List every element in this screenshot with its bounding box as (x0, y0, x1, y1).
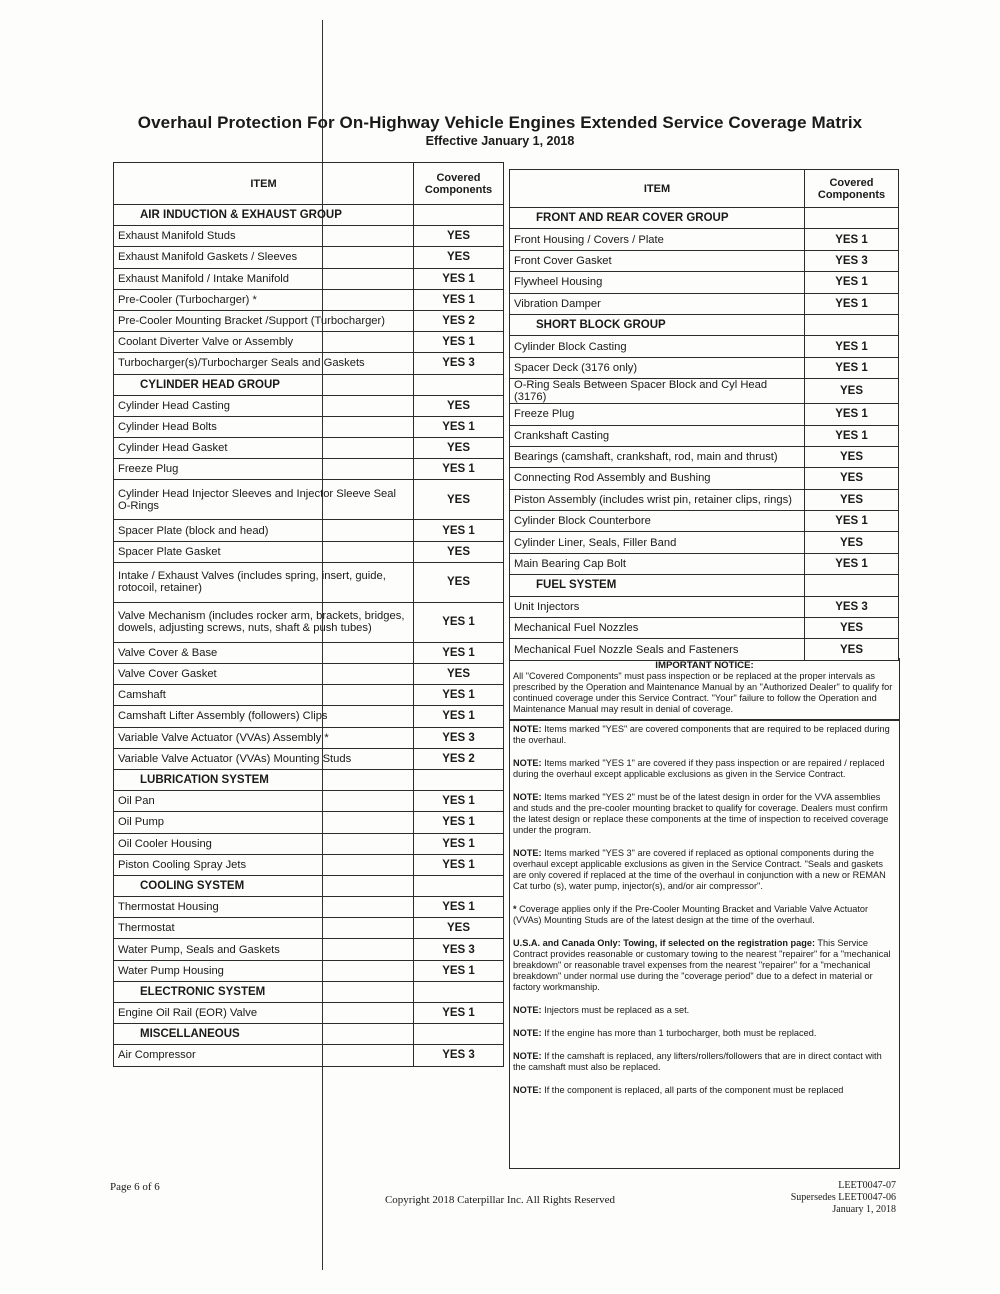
item-cell: Mechanical Fuel Nozzle Seals and Fasteners (510, 639, 805, 660)
table-row (114, 897, 504, 918)
coverage-cell (414, 1024, 504, 1045)
coverage-cell: YES 1 (414, 791, 504, 812)
coverage-cell: YES (414, 562, 504, 602)
group-header-row (114, 374, 504, 395)
item-cell: Piston Assembly (includes wrist pin, retainer clips, rings) (510, 489, 805, 510)
table-row (510, 229, 899, 250)
table-row (114, 939, 504, 960)
coverage-cell: YES 3 (805, 250, 899, 271)
item-cell: Crankshaft Casting (510, 425, 805, 446)
item-cell: Main Bearing Cap Bolt (510, 553, 805, 574)
note-item (510, 1025, 899, 1042)
right-coverage-table (509, 169, 899, 661)
group-name: CYLINDER HEAD GROUP (114, 374, 414, 395)
note-item (510, 755, 899, 783)
table-row (114, 791, 504, 812)
coverage-cell: YES 1 (414, 289, 504, 310)
item-cell: Thermostat Housing (114, 897, 414, 918)
coverage-cell: YES (805, 618, 899, 639)
coverage-cell (414, 205, 504, 226)
group-header-row (114, 769, 504, 790)
note-label: NOTE: (513, 1085, 542, 1095)
item-cell: Oil Pan (114, 791, 414, 812)
item-cell: Exhaust Manifold Studs (114, 226, 414, 247)
group-name: COOLING SYSTEM (114, 875, 414, 896)
document-info (791, 1180, 896, 1216)
item-cell: Variable Valve Actuator (VVAs) Mounting Studs (114, 748, 414, 769)
table-row (114, 226, 504, 247)
table-row (510, 489, 899, 510)
table-row (114, 247, 504, 268)
table-row (114, 642, 504, 663)
copyright: Copyright 2018 Caterpillar Inc. All Rights Reserved (384, 1194, 616, 1206)
group-header-row (510, 575, 899, 596)
group-name: FUEL SYSTEM (510, 575, 805, 596)
coverage-cell: YES 3 (414, 353, 504, 374)
item-cell: Bearings (camshaft, crankshaft, rod, main and thrust) (510, 446, 805, 467)
coverage-cell: YES 1 (414, 812, 504, 833)
covered-column-header: Covered Components (805, 170, 899, 208)
item-cell: Air Compressor (114, 1045, 414, 1066)
note-label: NOTE: (513, 1028, 542, 1038)
notes-panel (509, 658, 900, 1169)
note-label: NOTE: (513, 1051, 542, 1061)
item-cell: Cylinder Head Bolts (114, 416, 414, 437)
coverage-cell: YES (805, 379, 899, 404)
note-text: This Service Contract provides reasonable or customary towing to the nearest "repairer" for a "mechanical breakdown" or reasonable travel expenses from the nearest "repairer" for a "mechanical breakdown" under normal use during the "coverage period" due to a defect in material or factory workmanship. (513, 938, 891, 992)
item-cell: Valve Mechanism (includes rocker arm, brackets, bridges, dowels, adjusting screws, nuts, shaft & push tubes) (114, 602, 414, 642)
doc-id: LEET0047-07 (838, 1180, 896, 1191)
group-name: MISCELLANEOUS (114, 1024, 414, 1045)
table-row (114, 960, 504, 981)
table-row (510, 250, 899, 271)
item-cell: Piston Cooling Spray Jets (114, 854, 414, 875)
coverage-cell: YES (805, 532, 899, 553)
item-cell: Water Pump Housing (114, 960, 414, 981)
note-label: U.S.A. and Canada Only: Towing, if selected on the registration page: (513, 938, 816, 948)
notice-title: IMPORTANT NOTICE: (655, 660, 754, 671)
table-row (510, 511, 899, 532)
item-cell: Spacer Plate Gasket (114, 541, 414, 562)
item-cell: Mechanical Fuel Nozzles (510, 618, 805, 639)
note-text: Injectors must be replaced as a set. (541, 1005, 690, 1015)
table-row (114, 685, 504, 706)
item-cell: Exhaust Manifold / Intake Manifold (114, 268, 414, 289)
coverage-cell: YES (805, 468, 899, 489)
coverage-cell (414, 981, 504, 1002)
item-cell: Freeze Plug (114, 459, 414, 480)
note-item (510, 721, 899, 749)
note-label: NOTE: (513, 758, 542, 768)
coverage-cell: YES 1 (805, 229, 899, 250)
item-cell: Cylinder Head Casting (114, 395, 414, 416)
coverage-cell: YES 1 (414, 520, 504, 541)
group-name: SHORT BLOCK GROUP (510, 314, 805, 335)
note-item (510, 1048, 899, 1076)
coverage-cell: YES (805, 639, 899, 660)
table-row (114, 602, 504, 642)
left-coverage-table (113, 162, 504, 1067)
coverage-cell: YES 1 (805, 293, 899, 314)
coverage-cell: YES 1 (414, 332, 504, 353)
table-row (114, 480, 504, 520)
covered-column-header: Covered Components (414, 163, 504, 205)
note-text: Coverage applies only if the Pre-Cooler Mounting Bracket and Variable Valve Actuator (VVAs) Mounting Studs are of the latest design at the time of the overhaul. (513, 904, 869, 925)
item-cell: Cylinder Head Injector Sleeves and Injector Sleeve Seal O-Rings (114, 480, 414, 520)
item-cell: Connecting Rod Assembly and Bushing (510, 468, 805, 489)
coverage-cell: YES 1 (414, 854, 504, 875)
table-row (114, 918, 504, 939)
table-row (510, 618, 899, 639)
coverage-cell: YES 1 (805, 553, 899, 574)
coverage-cell: YES 2 (414, 310, 504, 331)
note-item (510, 1002, 899, 1019)
table-row (114, 541, 504, 562)
coverage-cell: YES 1 (805, 425, 899, 446)
table-row (510, 532, 899, 553)
item-cell: Unit Injectors (510, 596, 805, 617)
table-row (510, 468, 899, 489)
table-row (510, 272, 899, 293)
item-cell: Spacer Plate (block and head) (114, 520, 414, 541)
item-cell: Oil Pump (114, 812, 414, 833)
group-name: FRONT AND REAR COVER GROUP (510, 208, 805, 229)
table-row (114, 812, 504, 833)
note-item (510, 1082, 899, 1099)
coverage-cell: YES 1 (805, 272, 899, 293)
supersedes: Supersedes LEET0047-06 (790, 1192, 896, 1203)
coverage-cell: YES 1 (805, 404, 899, 425)
table-row (114, 289, 504, 310)
table-row (114, 833, 504, 854)
coverage-cell: YES 1 (414, 685, 504, 706)
note-item (510, 901, 899, 929)
note-text: If the camshaft is replaced, any lifters/rollers/followers that are in direct contact with the camshaft must also be replaced. (513, 1051, 882, 1072)
table-row (510, 379, 899, 404)
coverage-cell: YES 1 (414, 416, 504, 437)
note-label: NOTE: (513, 848, 542, 858)
group-header-row (114, 981, 504, 1002)
table-row (114, 310, 504, 331)
item-cell: O-Ring Seals Between Spacer Block and Cyl Head (3176) (510, 379, 805, 404)
table-row (510, 596, 899, 617)
note-label: NOTE: (513, 792, 542, 802)
table-row (114, 395, 504, 416)
note-text: Items marked "YES" are covered components that are required to be replaced during the overhaul. (513, 724, 890, 745)
item-cell: Cylinder Liner, Seals, Filler Band (510, 532, 805, 553)
coverage-cell: YES (805, 489, 899, 510)
table-row (114, 562, 504, 602)
coverage-cell: YES 1 (414, 268, 504, 289)
item-cell: Cylinder Block Counterbore (510, 511, 805, 532)
group-header-row (114, 875, 504, 896)
item-cell: Pre-Cooler Mounting Bracket /Support (Turbocharger) (114, 310, 414, 331)
note-text: Items marked "YES 2" must be of the latest design in order for the VVA assemblies and studs and the pre-cooler mounting bracket to qualify for coverage. Dealers must confirm the latest design or replace these components at the time of inspection to received coverage under the program. (513, 792, 889, 835)
item-cell: Valve Cover Gasket (114, 664, 414, 685)
coverage-cell: YES (414, 247, 504, 268)
item-cell: Cylinder Block Casting (510, 336, 805, 357)
coverage-cell: YES 1 (414, 642, 504, 663)
table-row (114, 1003, 504, 1024)
coverage-cell (414, 769, 504, 790)
table-row (114, 664, 504, 685)
item-cell: Freeze Plug (510, 404, 805, 425)
coverage-cell: YES (414, 395, 504, 416)
item-cell: Engine Oil Rail (EOR) Valve (114, 1003, 414, 1024)
table-row (510, 446, 899, 467)
coverage-cell: YES 1 (414, 833, 504, 854)
coverage-cell: YES 3 (805, 596, 899, 617)
table-row (510, 553, 899, 574)
note-text: If the component is replaced, all parts of the component must be replaced (541, 1085, 844, 1095)
coverage-cell: YES (414, 226, 504, 247)
table-row (114, 748, 504, 769)
coverage-cell: YES 3 (414, 1045, 504, 1066)
item-cell: Exhaust Manifold Gaskets / Sleeves (114, 247, 414, 268)
table-row (114, 854, 504, 875)
coverage-cell: YES 1 (414, 602, 504, 642)
table-row (114, 438, 504, 459)
table-row (510, 336, 899, 357)
item-cell: Thermostat (114, 918, 414, 939)
coverage-cell (414, 374, 504, 395)
doc-date: January 1, 2018 (832, 1204, 896, 1215)
note-text: Items marked "YES 3" are covered if replaced as optional components during the overhaul except applicable exclusions as given in the Service Contract. "Seals and gaskets are only covered if replaced at the time of the overhaul in conjunction with a new or REMAN Cat turbo (s), water pump, injector(s), and/or air compressor". (513, 848, 886, 891)
item-cell: Camshaft (114, 685, 414, 706)
coverage-cell: YES 1 (805, 336, 899, 357)
item-cell: Valve Cover & Base (114, 642, 414, 663)
coverage-cell: YES (414, 664, 504, 685)
page-title: Overhaul Protection For On-Highway Vehicle Engines Extended Service Coverage Matrix (137, 113, 863, 132)
item-cell: Pre-Cooler (Turbocharger) * (114, 289, 414, 310)
coverage-cell: YES 3 (414, 939, 504, 960)
table-row (510, 425, 899, 446)
coverage-cell: YES (414, 918, 504, 939)
group-header-row (114, 1024, 504, 1045)
coverage-cell: YES 3 (414, 727, 504, 748)
note-item (510, 845, 899, 895)
table-row (114, 416, 504, 437)
page-number: Page 6 of 6 (110, 1181, 160, 1193)
item-cell: Turbocharger(s)/Turbocharger Seals and Gaskets (114, 353, 414, 374)
item-cell: Intake / Exhaust Valves (includes spring, insert, guide, rotocoil, retainer) (114, 562, 414, 602)
coverage-cell: YES 1 (414, 960, 504, 981)
item-cell: Front Cover Gasket (510, 250, 805, 271)
coverage-cell: YES 2 (414, 748, 504, 769)
item-column-header: ITEM (510, 170, 805, 208)
coverage-cell: YES 1 (414, 897, 504, 918)
item-cell: Cylinder Head Gasket (114, 438, 414, 459)
note-item (510, 789, 899, 839)
item-cell: Spacer Deck (3176 only) (510, 357, 805, 378)
item-cell: Camshaft Lifter Assembly (followers) Clips (114, 706, 414, 727)
group-header-row (510, 314, 899, 335)
page-subtitle: Effective January 1, 2018 (425, 134, 575, 148)
coverage-cell (805, 208, 899, 229)
notice-text: All "Covered Components" must pass inspection or be replaced at the proper intervals as prescribed by the Operation and Maintenance Manual by an "Authorized Dealer" to qualify for continued coverage under this Service Contract. "Your" failure to follow the Operation and Maintenance Manual may result in denial of coverage. (513, 671, 893, 714)
group-name: AIR INDUCTION & EXHAUST GROUP (114, 205, 414, 226)
coverage-cell: YES 1 (414, 706, 504, 727)
item-cell: Oil Cooler Housing (114, 833, 414, 854)
note-text: If the engine has more than 1 turbocharger, both must be replaced. (541, 1028, 817, 1038)
table-row (114, 268, 504, 289)
table-row (510, 357, 899, 378)
table-row (510, 404, 899, 425)
item-cell: Front Housing / Covers / Plate (510, 229, 805, 250)
note-item (510, 935, 899, 996)
coverage-cell: YES (805, 446, 899, 467)
table-row (114, 353, 504, 374)
coverage-cell: YES (414, 438, 504, 459)
table-row (114, 520, 504, 541)
table-row (114, 706, 504, 727)
item-cell: Water Pump, Seals and Gaskets (114, 939, 414, 960)
group-header-row (510, 208, 899, 229)
note-label: NOTE: (513, 724, 542, 734)
coverage-cell (805, 314, 899, 335)
coverage-cell: YES 1 (805, 511, 899, 532)
notes-list (510, 721, 899, 1099)
note-label: * (513, 904, 517, 914)
item-cell: Flywheel Housing (510, 272, 805, 293)
coverage-cell: YES 1 (414, 1003, 504, 1024)
table-row (114, 727, 504, 748)
coverage-cell: YES 1 (414, 459, 504, 480)
coverage-cell: YES 1 (805, 357, 899, 378)
table-row (114, 459, 504, 480)
coverage-cell: YES (414, 541, 504, 562)
group-name: LUBRICATION SYSTEM (114, 769, 414, 790)
table-row (510, 293, 899, 314)
note-label: NOTE: (513, 1005, 542, 1015)
group-name: ELECTRONIC SYSTEM (114, 981, 414, 1002)
note-text: Items marked "YES 1" are covered if they pass inspection or are repaired / replaced during the overhaul except applicable exclusions as given in the Service Contract. (513, 758, 885, 779)
item-cell: Variable Valve Actuator (VVAs) Assembly * (114, 727, 414, 748)
item-column-header: ITEM (114, 163, 414, 205)
coverage-cell (805, 575, 899, 596)
item-cell: Coolant Diverter Valve or Assembly (114, 332, 414, 353)
table-row (114, 332, 504, 353)
group-header-row (114, 205, 504, 226)
important-notice (510, 658, 899, 721)
item-cell: Vibration Damper (510, 293, 805, 314)
table-row (114, 1045, 504, 1066)
coverage-cell (414, 875, 504, 896)
coverage-cell: YES (414, 480, 504, 520)
